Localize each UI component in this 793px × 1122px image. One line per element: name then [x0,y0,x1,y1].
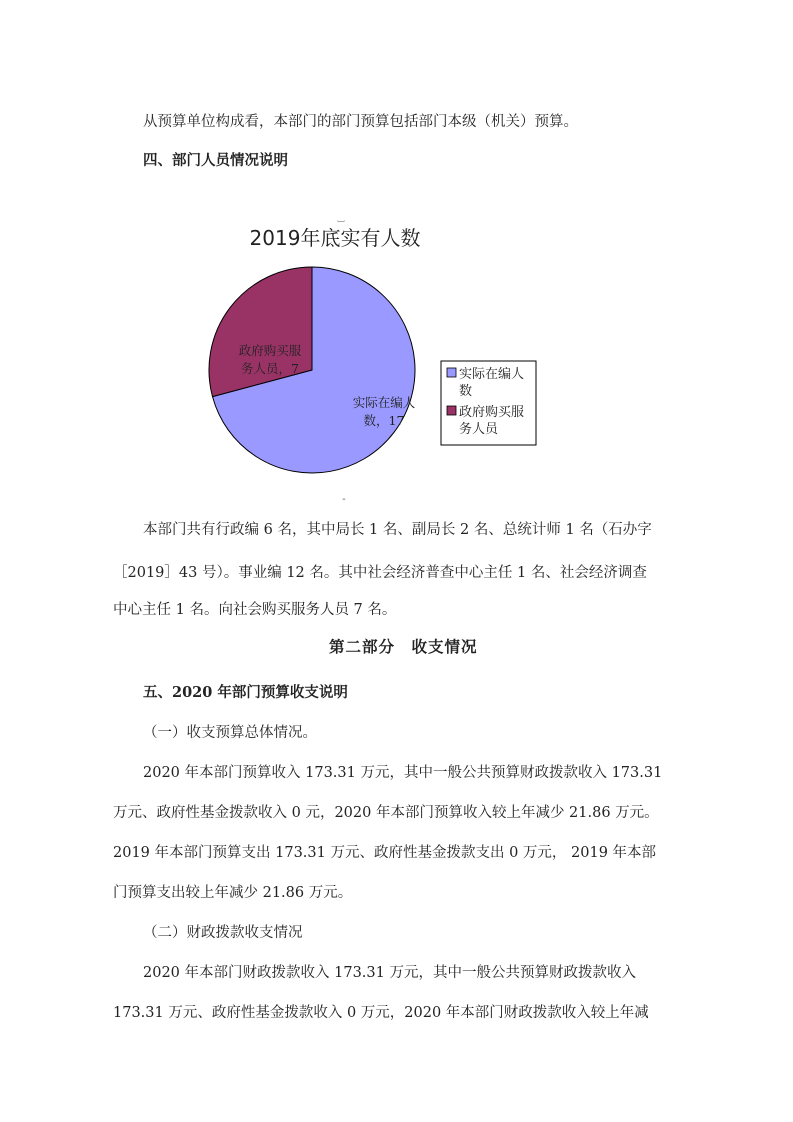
paragraph-staff-line-3: 中心主任 1 名。向社会购买服务人员 7 名。 [113,602,397,618]
subsection-overall: （一）收支预算总体情况。 [143,725,317,741]
staff-pie-chart [195,205,555,505]
legend-label-1: 实际在编人数 [459,367,525,399]
paragraph-budget-units: 从预算单位构成看，本部门的部门预算包括部门本级（机关）预算。 [143,114,578,130]
section-heading-budget: 五、2020 年部门预算收支说明 [143,684,348,701]
subsection-fiscal: （二）财政拨款收支情况 [143,925,303,941]
legend-label-2: 政府购买服务人员 [459,405,525,437]
legend-swatch-2 [447,406,456,415]
paragraph-fiscal-line-2: 173.31 万元、政府性基金拨款收入 0 万元，2020 年本部门财政拨款收入较上年减 [113,1005,649,1021]
legend-swatch-1 [447,368,456,377]
pie-slice-label-1: 实际在编人数，17 [352,395,416,428]
paragraph-staff-line-1: 本部门共有行政编 6 名，其中局长 1 名、副局长 2 名、总统计师 1 名（石办字 [143,522,652,538]
paragraph-overall-line-2: 万元、政府性基金拨款收入 0 元，2020 年本部门预算收入较上年减少 21.86 万元。 [113,805,659,821]
pie-slice-label-2: 政府购买服务人员，7 [238,343,302,376]
paragraph-overall-line-4: 门预算支出较上年减少 21.86 万元。 [113,885,353,901]
chart-title: 2019年底实有人数 [249,226,421,250]
chart-top-mark: ‿ [337,213,345,223]
pie-chart-svg [195,205,555,505]
paragraph-staff-line-2: ［2019］43 号）。事业编 12 名。其中社会经济普查中心主任 1 名、社会经济调查 [113,565,647,581]
paragraph-fiscal-line-1: 2020 年本部门财政拨款收入 173.31 万元，其中一般公共预算财政拨款收入 [143,965,636,981]
paragraph-overall-line-1: 2020 年本部门预算收入 173.31 万元，其中一般公共预算财政拨款收入 173.31 [143,765,663,781]
chart-bottom-mark: - [342,494,346,505]
part-two-heading: 第二部分 收支情况 [329,637,478,656]
paragraph-overall-line-3: 2019 年本部门预算支出 173.31 万元、政府性基金拨款支出 0 万元， 2019 年本部 [113,845,657,861]
section-heading-staff: 四、部门人员情况说明 [143,152,288,169]
